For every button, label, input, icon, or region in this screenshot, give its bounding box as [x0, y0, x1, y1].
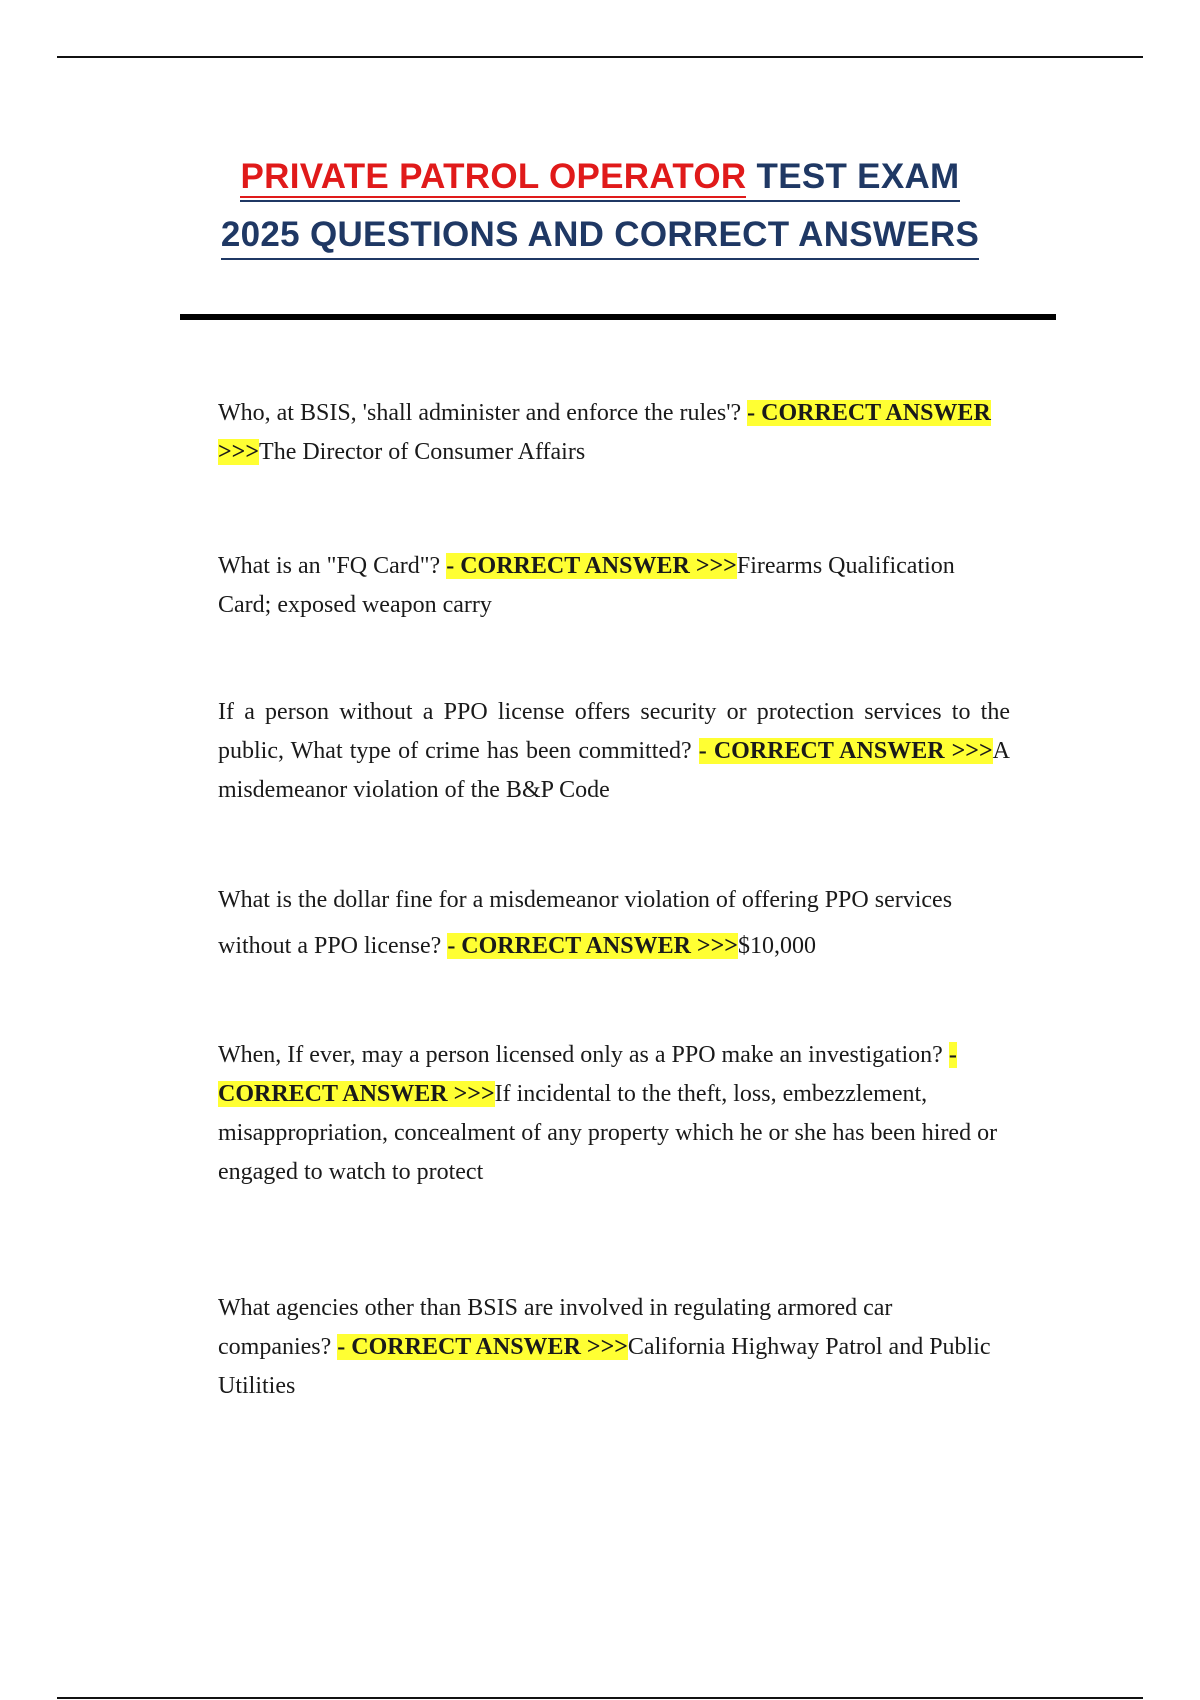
answer-text: If incidental to the theft, loss, embezzlement, misappropriation, concealment of any property which he or she has been hired or engaged to watch to protect: [218, 1081, 998, 1185]
question-text: If a person without a PPO license offers security or protection services to the public, What type of crime has been committed?: [218, 699, 1010, 764]
correct-answer-marker: - CORRECT ANSWER >>>: [698, 738, 993, 764]
correct-answer-marker: - CORRECT ANSWER >>>: [337, 1334, 628, 1360]
page-top-rule: [57, 56, 1143, 58]
document-title: [0, 150, 1200, 266]
question-text: What is an "FQ Card"?: [218, 553, 447, 579]
answer-text: Firearms Qualification Card; exposed weapon carry: [218, 553, 955, 618]
question-text: What is the dollar fine for a misdemeanor violation of offering PPO services without a PPO license?: [218, 887, 953, 959]
title-red-segment: PRIVATE PATROL OPERATOR: [240, 157, 747, 196]
answer-text: The Director of Consumer Affairs: [259, 439, 586, 465]
page-bottom-rule: [57, 1697, 1143, 1699]
qa-item-3: [218, 693, 1010, 810]
correct-answer-marker: - CORRECT ANSWER >>>: [218, 1042, 957, 1107]
qa-item-2: [218, 547, 1010, 625]
qa-item-6: [218, 1289, 1010, 1406]
answer-text: A misdemeanor violation of the B&P Code: [218, 738, 1010, 803]
title-navy-segment: TEST EXAM: [746, 157, 960, 196]
qa-item-4: [218, 877, 1010, 969]
correct-answer-marker: - CORRECT ANSWER >>>: [447, 933, 738, 959]
correct-answer-marker: - CORRECT ANSWER >>>: [218, 400, 991, 465]
question-text: When, If ever, may a person licensed only as a PPO make an investigation?: [218, 1042, 949, 1068]
qa-item-1: [218, 394, 1010, 472]
answer-text: California Highway Patrol and Public Utilities: [218, 1334, 991, 1399]
question-text: Who, at BSIS, 'shall administer and enforce the rules'?: [218, 400, 748, 426]
title-line-2: 2025 QUESTIONS AND CORRECT ANSWERS: [221, 212, 979, 260]
qa-item-5: [218, 1036, 1010, 1192]
question-text: What agencies other than BSIS are involved in regulating armored car companies?: [218, 1295, 893, 1360]
title-divider: [180, 314, 1056, 320]
correct-answer-marker: - CORRECT ANSWER >>>: [446, 553, 737, 579]
answer-text: $10,000: [737, 933, 816, 959]
title-line-1: [240, 154, 959, 202]
